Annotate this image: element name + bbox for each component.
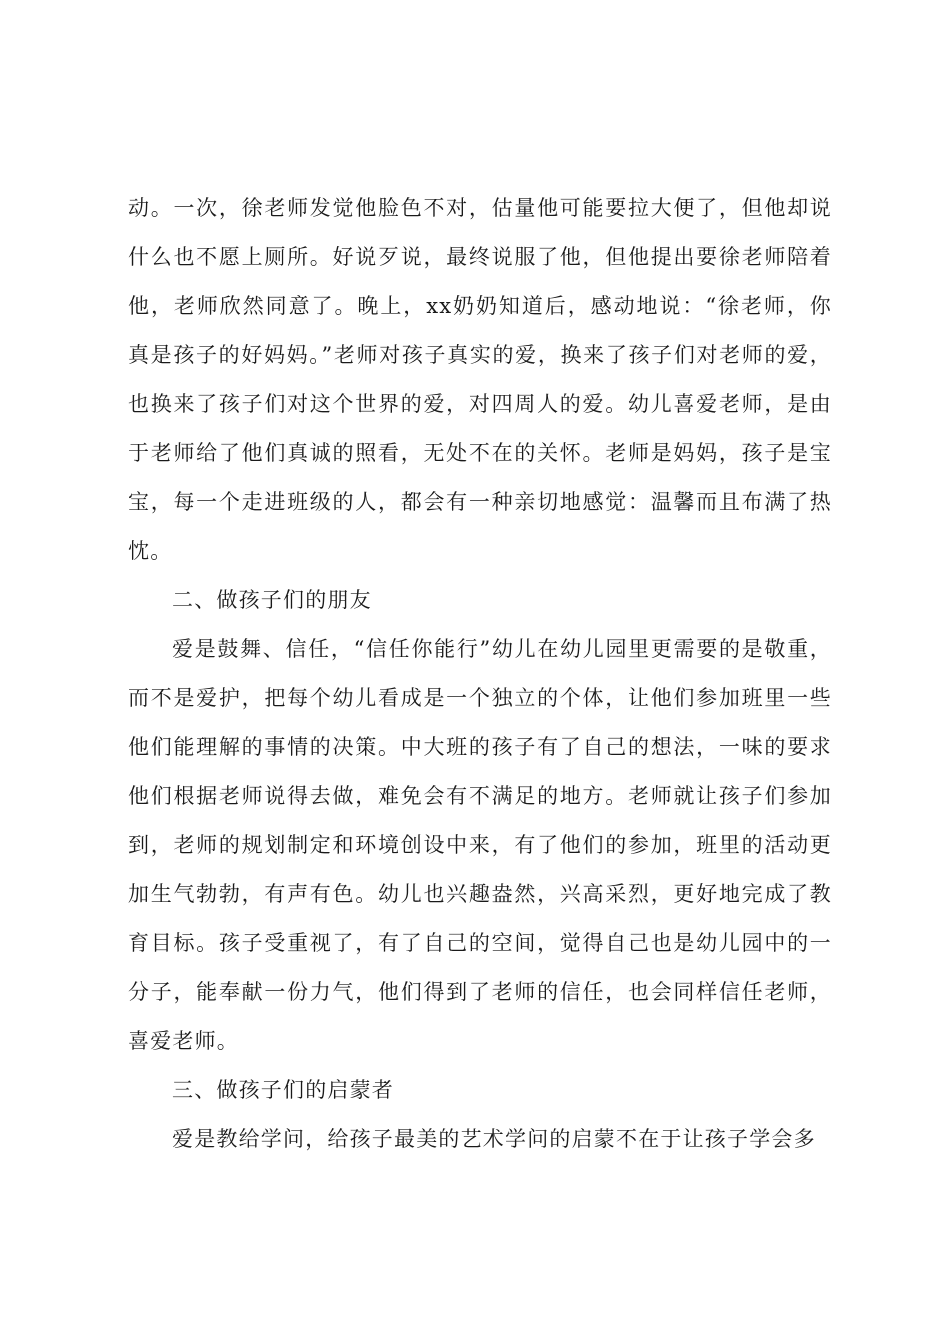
section-heading-3: 三、做孩子们的启蒙者: [172, 1078, 394, 1102]
paragraph-continuation: 动。一次，徐老师发觉他脸色不对，估量他可能要拉大便了，但他却说什么也不愿上厕所。好说歹说，最终说服了他，但他提出要徐老师陪着他，老师欣然同意了。晚上，xx奶奶知道后，感动地说：“徐老师，你真是孩子的好妈妈。”老师对孩子真实的爱，换来了孩子们对老师的爱，也换来了孩子们对这个世界的爱，对四周人的爱。幼儿喜爱老师，是由于老师给了他们真诚的照看，无处不在的关怀。老师是妈妈，孩子是宝宝，每一个走进班级的人，都会有一种亲切地感觉：温馨而且布满了热忱。: [128, 196, 832, 563]
section-heading-2: 二、做孩子们的朋友: [172, 588, 372, 612]
paragraph-section-2: 爱是鼓舞、信任，“信任你能行”幼儿在幼儿园里更需要的是敬重，而不是爱护，把每个幼儿看成是一个独立的个体，让他们参加班里一些他们能理解的事情的决策。中大班的孩子有了自己的想法，一味的要求他们根据老师说得去做，难免会有不满足的地方。老师就让孩子们参加到，老师的规划制定和环境创设中来，有了他们的参加，班里的活动更加生气勃勃，有声有色。幼儿也兴趣盎然，兴高采烈，更好地完成了教育目标。孩子受重视了，有了自己的空间，觉得自己也是幼儿园中的一分子，能奉献一份力气，他们得到了老师的信任，也会同样信任老师，喜爱老师。: [128, 637, 832, 1053]
document-body: [128, 184, 832, 1164]
paragraph-section-3: 爱是教给学问，给孩子最美的艺术学问的启蒙不在于让孩子学会多: [172, 1127, 816, 1151]
